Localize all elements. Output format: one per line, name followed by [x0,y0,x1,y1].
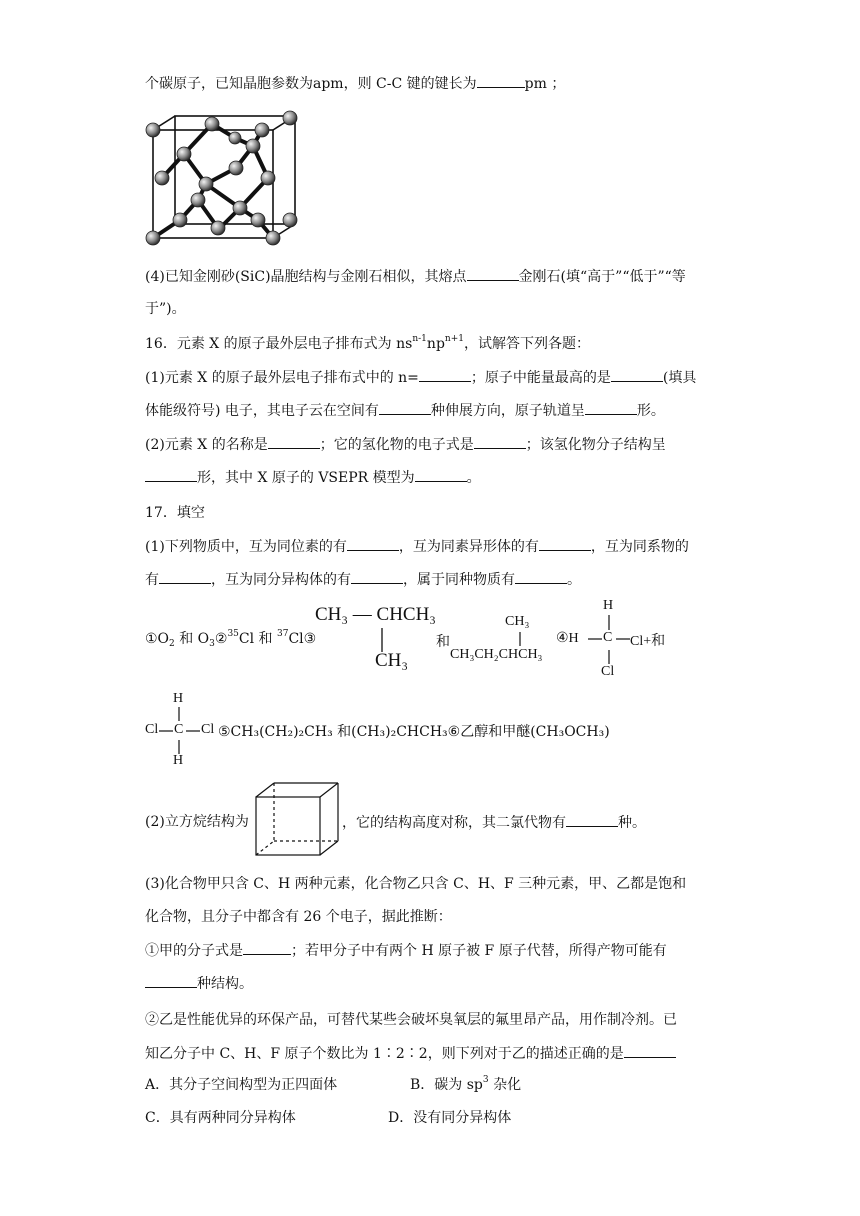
answer-blank[interactable] [477,73,525,88]
answer-blank[interactable] [419,367,471,382]
answer-blank[interactable] [624,1043,676,1058]
structure-4-carbon: C [603,630,613,645]
q16-part1-line2: 体能级符号) 电子，其电子云在空间有 种伸展方向，原子轨道呈 形。 [145,400,665,421]
q16-part1-line1: (1)元素 X 的原子最外层电子排布式中的 n= ；原子中能量最高的是 (填具 [145,367,696,388]
structure-5-top-h: H [173,691,184,706]
answer-blank[interactable] [515,569,567,584]
q16-part2-line2: 形，其中 X 原子的 VSEPR 模型为 。 [145,467,481,488]
q17-items-line2: ⑤CH₃(CH₂)₂CH₃ 和(CH₃)₂CHCH₃⑥乙醇和甲醚(CH₃OCH₃) [218,724,610,740]
bond-line [607,650,611,664]
q17-part1-line1: (1)下列物质中，互为同位素的有 ，互为同素异形体的有 ，互为同系物的 [145,536,689,557]
structure-isobutane-top: CH₃ — CHCH₃ [315,604,436,625]
answer-blank[interactable] [347,536,399,551]
answer-blank[interactable] [145,467,197,482]
structure-4-top-h: H [603,598,614,613]
q16-part2-line1: (2)元素 X 的名称是 ；它的氢化物的电子式是 ；该氢化物分子结构呈 [145,434,666,455]
q17-part3-line1: (3)化合物甲只含 C、H 两种元素，化合物乙只含 C、H、F 三种元素，甲、乙都是饱和 [145,876,687,892]
answer-blank[interactable] [159,569,211,584]
q17-part3-q2-line2: 知乙分子中 C、H、F 原子个数比为 1∶2∶2，则下列对于乙的描述正确的是 [145,1043,676,1064]
bond-line [607,615,611,630]
bond-line [186,729,200,733]
option-b[interactable]: B．碳为 $sp^3$ 杂化 [410,1075,522,1093]
q17-items-line1: $①O_2$ 和 $O_3②^{35}Cl$ 和 $^{37}$Cl③ [145,629,317,649]
q17-part1-line2: 有 ，互为同分异构体的有 ，属于同种物质有 。 [145,569,581,590]
structure-isopentane-chain: CH₃CH₂CHCH₃ [450,647,543,662]
q17-part2-prefix: (2)立方烷结构为 [145,814,249,830]
structure-4-bottom-cl: Cl [601,664,615,679]
q17-part3-q1-line2: 种结构。 [145,973,253,994]
answer-blank[interactable] [415,467,467,482]
q17-part3-q2-line1: ②乙是性能优异的环保产品，可替代某些会破坏臭氧层的氟里昂产品，用作制冷剂。已 [145,1012,677,1028]
bond-line [177,707,181,721]
structure-5-right-cl: Cl [201,722,215,737]
option-d[interactable]: D．没有同分异构体 [388,1110,512,1126]
answer-blank[interactable] [351,569,403,584]
cubane-figure [254,781,340,857]
answer-blank[interactable] [379,400,431,415]
option-c[interactable]: C．具有两种同分异构体 [145,1110,296,1126]
and-label: 和 [436,635,450,650]
q16-stem: 16．元素 X 的原子最外层电子排布式为 $ns^{n-1}np^{n+1}$，试解答下列各题： [145,334,590,352]
bond-line [380,628,384,652]
q17-part3-line2: 化合物，且分子中都含有 26 个电子，据此推断： [145,909,452,925]
option-a[interactable]: A．其分子空间构型为正四面体 [145,1077,338,1093]
bond-line [177,740,181,754]
q15-3-line: 个碳原子，已知晶胞参数为apm，则 C-C 键的键长为 pm ； [145,73,565,94]
structure-5-carbon: C [174,722,184,737]
answer-blank[interactable] [474,434,526,449]
q17-part2-line: ，它的结构高度对称，其二氯代物有 种。 [342,812,646,833]
answer-blank[interactable] [566,812,618,827]
answer-blank[interactable] [268,434,320,449]
bond-line [159,729,173,733]
structure-isobutane-bottom: CH₃ [375,650,409,671]
answer-blank[interactable] [145,973,197,988]
structure-5-bottom-h: H [173,753,184,768]
q17-part3-q1-line1: ①甲的分子式是 ；若甲分子中有两个 H 原子被 F 原子代替，所得产物可能有 [145,940,667,961]
q15-4-line2: 于”)。 [145,301,186,317]
answer-blank[interactable] [585,400,637,415]
structure-4-right: Cl+和 [630,634,666,649]
structure-5-left-cl: Cl [145,722,159,737]
diamond-unit-cell-figure [140,108,300,248]
q15-4-line1: (4)已知金刚砂(SiC)晶胞结构与金刚石相似，其熔点 金刚石(填“高于”“低于”“等 [145,266,686,287]
bond-line [588,637,602,641]
answer-blank[interactable] [539,536,591,551]
q17-title: 17．填空 [145,505,205,521]
bond-line [616,637,630,641]
bond-line [518,632,522,646]
answer-blank[interactable] [243,940,291,955]
structure-4-left: ④H [556,631,579,646]
answer-blank[interactable] [467,266,519,281]
answer-blank[interactable] [611,367,663,382]
structure-methyl-top: CH₃ [505,614,530,629]
